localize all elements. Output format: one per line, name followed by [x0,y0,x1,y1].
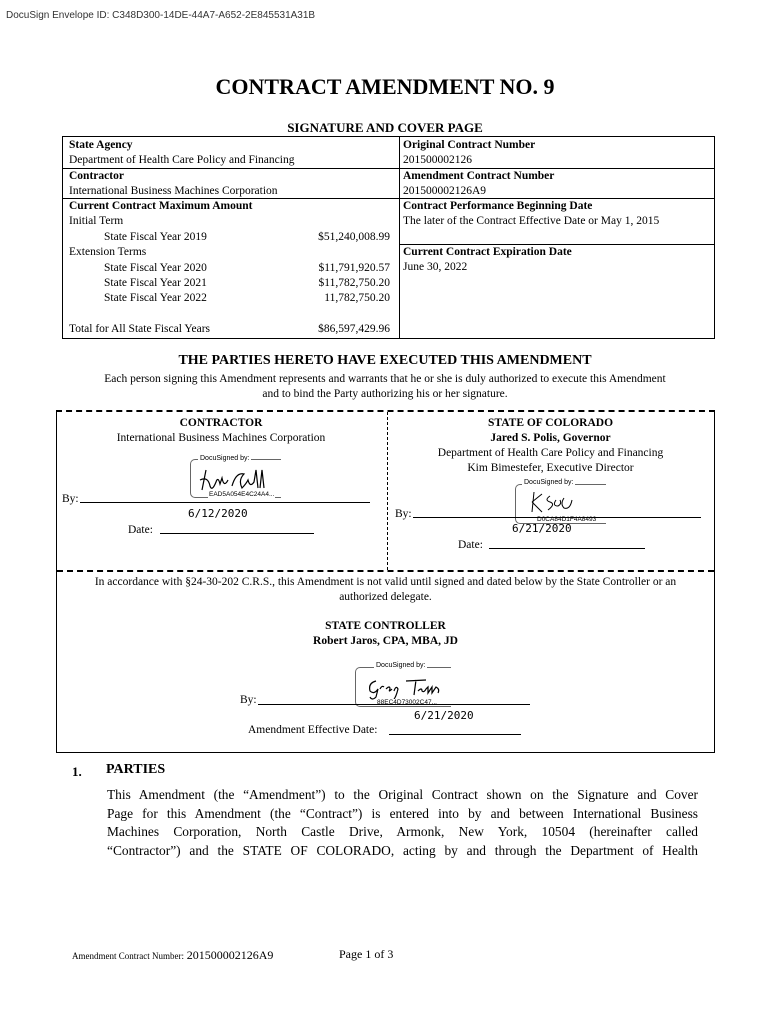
footer-contract-number [72,948,273,963]
state-heading: STATE OF COLORADO [487,417,614,429]
by-label: By: [62,493,79,505]
state-by-label [395,507,412,522]
executed-text: Each person signing this Amendment represents and warrants that he or she is duly authorized to execute this Amendment [104,373,666,385]
paragraph-line: Machines Corporation, North Castle Drive, Armonk, New York, 10504 (hereinafter called [107,824,698,839]
expiration-label: Current Contract Expiration Date [403,246,572,258]
contractor-by-line [80,502,370,503]
section-paragraph [107,786,698,860]
controller-by-line [258,704,530,705]
contractor-date-label: Date: [128,524,153,536]
agency-value: Department of Health Care Policy and Financing [69,154,295,166]
fiscal-year-label: State Fiscal Year 2022 [104,292,207,304]
state-governor: Jared S. Polis, Governor [490,432,611,444]
fiscal-year-amount: $11,782,750.20 [318,277,390,289]
perf-begin-value: The later of the Contract Effective Date or May 1, 2015 [403,215,660,227]
orig-number-value: 201500002126 [403,154,472,166]
section-number: 1. [72,764,82,779]
controller-date-value: 6/21/2020 [414,709,474,722]
agency-label: State Agency [69,139,133,151]
signature-divider [57,570,714,572]
max-amount-label: Current Contract Maximum Amount [69,200,253,212]
contractor-label: Contractor [69,170,124,182]
fiscal-year-label: State Fiscal Year 2021 [104,277,207,289]
footer-label: Amendment Contract Number: [72,951,184,961]
controller-signature [366,675,446,701]
document-title: CONTRACT AMENDMENT NO. 9 [215,74,555,99]
fiscal-year-label: State Fiscal Year 2020 [104,262,207,274]
contractor-value: International Business Machines Corporation [69,185,278,197]
footer-number: 201500002126A9 [186,948,274,962]
expiration-value: June 30, 2022 [403,261,468,273]
effective-date-line [389,734,521,735]
contractor-name: International Business Machines Corporation [116,432,326,444]
executed-text: and to bind the Party authorizing his or her signature. [262,388,508,400]
signature-hash: D0CA84D1F4A8493 [537,516,597,523]
signature-hash: 88EC4D73002C47... [377,699,437,706]
contractor-date-value: 6/12/2020 [188,507,248,520]
by-label: By: [240,694,257,706]
fiscal-year-amount: $51,240,008.99 [318,231,390,243]
effective-date-label: Amendment Effective Date: [248,724,378,736]
fiscal-year-label: State Fiscal Year 2019 [104,231,207,243]
state-date-label: Date: [458,539,483,551]
total-amount: $86,597,429.96 [318,323,390,335]
docusign-label: DocuSigned by: [200,455,250,462]
perf-begin-label: Contract Performance Beginning Date [403,200,593,212]
fiscal-year-amount: 11,782,750.20 [324,292,390,304]
controller-by-label [240,693,257,708]
state-dept: Department of Health Care Policy and Financing [437,447,664,459]
contractor-heading: CONTRACTOR [179,417,263,429]
document-subtitle: SIGNATURE AND COVER PAGE [287,120,483,135]
controller-heading: STATE CONTROLLER [325,620,446,632]
orig-number-label: Original Contract Number [403,139,536,151]
paragraph-line: Page for this Amendment (the “Contract”) is entered into by and between International Business [107,805,698,821]
state-date-line [489,548,645,549]
state-signature [528,490,578,516]
state-director: Kim Bimestefer, Executive Director [467,462,634,474]
state-by-line [413,517,701,518]
extension-terms-label: Extension Terms [69,246,147,258]
page-number: Page 1 of 3 [339,947,394,961]
by-label: By: [395,508,412,520]
amend-number-value: 201500002126A9 [403,185,487,197]
fiscal-year-amount: $11,791,920.57 [318,262,390,274]
controller-note: In accordance with §24-30-202 C.R.S., this Amendment is not valid until signed and dated below by the State Controller or an [94,576,677,588]
state-date-value: 6/21/2020 [512,522,572,535]
paragraph-line: “Contractor”) and the STATE OF COLORADO, acting by and through the Department of Health [107,842,698,858]
contractor-date-line [160,533,314,534]
contractor-by-label [62,492,79,507]
envelope-id: DocuSign Envelope ID: C348D300-14DE-44A7-A652-2E845531A31B [6,10,316,21]
amend-number-label: Amendment Contract Number [403,170,555,182]
total-label: Total for All State Fiscal Years [69,323,211,335]
paragraph-line: This Amendment (the “Amendment”) to the Original Contract shown on the Signature and Cover [107,787,698,802]
docusign-label: DocuSigned by: [376,662,426,669]
controller-note: authorized delegate. [339,591,432,603]
initial-term-label: Initial Term [69,215,124,227]
executed-heading: THE PARTIES HERETO HAVE EXECUTED THIS AMENDMENT [178,353,592,368]
section-title: PARTIES [106,762,166,777]
docusign-label: DocuSigned by: [524,479,574,486]
controller-name: Robert Jaros, CPA, MBA, JD [313,635,458,647]
signature-hash: EAD5A054E4C24A4... [209,491,275,498]
